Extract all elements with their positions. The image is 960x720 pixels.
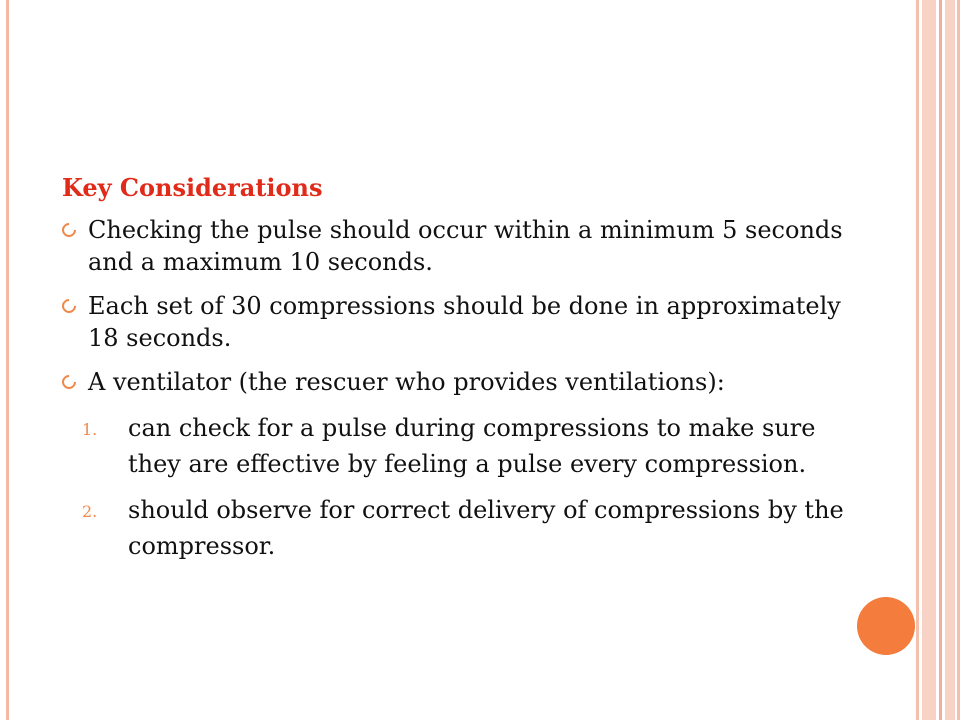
slide-content: [62, 172, 852, 574]
item-number: 2.: [82, 502, 98, 521]
numbered-item: [72, 410, 852, 482]
numbered-item: [72, 492, 852, 564]
stripe: [939, 0, 942, 720]
bullet-text: A ventilator (the rescuer who provides ventilations):: [88, 368, 725, 396]
bullet-icon: [59, 296, 79, 316]
decorative-circle: [857, 597, 915, 655]
bullet-item: [62, 214, 852, 278]
stripe: [916, 0, 919, 720]
slide-heading: Key Considerations: [62, 173, 323, 202]
item-number: 1.: [82, 420, 98, 439]
right-decorative-stripes: [916, 0, 960, 720]
bullet-icon: [59, 220, 79, 240]
stripe: [922, 0, 936, 720]
left-decorative-border: [6, 0, 9, 720]
bullet-text: Checking the pulse should occur within a minimum 5 seconds and a maximum 10 seconds.: [88, 216, 843, 276]
item-text: can check for a pulse during compressions to make sure they are effective by feeling a pulse every compression.: [128, 414, 816, 478]
item-text: should observe for correct delivery of compressions by the compressor.: [128, 496, 844, 560]
bullet-text: Each set of 30 compressions should be done in approximately 18 seconds.: [88, 292, 841, 352]
bullet-item: [62, 290, 852, 354]
bullet-item: [62, 366, 852, 398]
bullet-icon: [59, 372, 79, 392]
numbered-sublist: [62, 410, 852, 564]
stripe: [945, 0, 955, 720]
